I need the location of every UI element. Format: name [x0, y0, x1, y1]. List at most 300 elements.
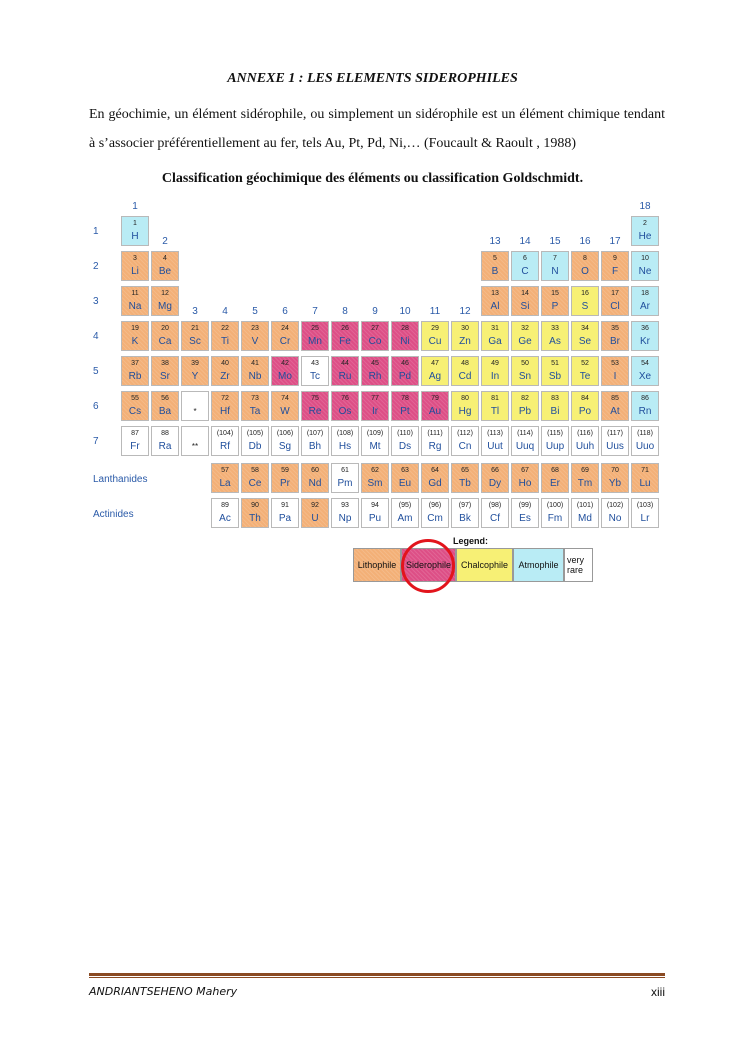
element-cell-ar	[631, 286, 659, 316]
element-cell-cm	[421, 498, 449, 528]
element-symbol: Db	[248, 441, 262, 452]
element-cell-o	[571, 251, 599, 281]
atomic-number: 56	[161, 395, 169, 402]
atomic-number: (112)	[457, 430, 473, 437]
atomic-number: 82	[521, 395, 529, 402]
atomic-number: 87	[131, 430, 139, 437]
element-cell-y	[181, 356, 209, 386]
element-cell-fr	[121, 426, 149, 456]
element-symbol: I	[613, 371, 617, 382]
atomic-number: 6	[523, 255, 527, 262]
element-symbol: Rf	[220, 441, 230, 452]
element-symbol: Cl	[610, 301, 620, 312]
element-cell-se	[571, 321, 599, 351]
element-cell-rn	[631, 391, 659, 421]
atomic-number: 62	[371, 467, 379, 474]
element-cell-pb	[511, 391, 539, 421]
legend-very-rare: very rare	[564, 548, 593, 582]
element-symbol: Te	[579, 371, 591, 382]
atomic-number: 54	[641, 360, 649, 367]
atomic-number: 93	[341, 502, 349, 509]
atomic-number: 75	[311, 395, 319, 402]
element-cell-he	[631, 216, 659, 246]
element-symbol: Am	[397, 513, 413, 524]
element-cell-cd	[451, 356, 479, 386]
element-cell-k	[121, 321, 149, 351]
element-cell-te	[571, 356, 599, 386]
group-label-18: 18	[639, 201, 651, 212]
group-label-17: 17	[609, 236, 621, 247]
element-cell-lanthanide-marker	[181, 391, 209, 421]
element-symbol: Gd	[428, 478, 442, 489]
atomic-number: 70	[611, 467, 619, 474]
element-symbol: Sg	[278, 441, 292, 452]
element-symbol: Sb	[548, 371, 562, 382]
footer-author: ANDRIANTSEHENO Mahery	[89, 985, 238, 998]
element-cell-pt	[391, 391, 419, 421]
element-symbol: Hg	[458, 406, 472, 417]
atomic-number: 3	[133, 255, 137, 262]
element-cell-kr	[631, 321, 659, 351]
element-symbol: Mg	[158, 301, 172, 312]
element-symbol: Se	[578, 336, 592, 347]
atomic-number: 71	[641, 467, 649, 474]
atomic-number: 14	[521, 290, 529, 297]
element-symbol: Cs	[128, 406, 142, 417]
element-cell-uuh	[571, 426, 599, 456]
element-symbol: Ni	[400, 336, 410, 347]
element-symbol: Pb	[518, 406, 532, 417]
element-cell-co	[361, 321, 389, 351]
element-cell-b	[481, 251, 509, 281]
element-cell-al	[481, 286, 509, 316]
atomic-number: 2	[643, 220, 647, 227]
element-cell-hg	[451, 391, 479, 421]
atomic-number: 44	[341, 360, 349, 367]
element-symbol: Tl	[490, 406, 500, 417]
atomic-number: 63	[401, 467, 409, 474]
element-cell-bi	[541, 391, 569, 421]
atomic-number: 53	[611, 360, 619, 367]
atomic-number: 68	[551, 467, 559, 474]
element-symbol: He	[638, 231, 652, 242]
atomic-number: 86	[641, 395, 649, 402]
atomic-number: 28	[401, 325, 409, 332]
element-cell-gd	[421, 463, 449, 493]
element-cell-lr	[631, 498, 659, 528]
element-cell-pd	[391, 356, 419, 386]
atomic-number: (103)	[636, 502, 654, 509]
element-cell-pa	[271, 498, 299, 528]
atomic-number: 13	[491, 290, 499, 297]
atomic-number: 51	[551, 360, 559, 367]
atomic-number: 47	[431, 360, 439, 367]
element-cell-mo	[271, 356, 299, 386]
atomic-number: (118)	[637, 430, 653, 437]
period-label-5: 5	[93, 366, 99, 377]
element-cell-mt	[361, 426, 389, 456]
element-cell-be	[151, 251, 179, 281]
atomic-number: 69	[581, 467, 589, 474]
element-symbol: Li	[131, 266, 139, 277]
atomic-number: (96)	[428, 502, 442, 509]
element-cell-ba	[151, 391, 179, 421]
legend-title: Legend:	[453, 536, 488, 546]
atomic-number: 35	[611, 325, 619, 332]
atomic-number: 36	[641, 325, 649, 332]
element-cell-as	[541, 321, 569, 351]
element-cell-si	[511, 286, 539, 316]
element-symbol: Nd	[308, 478, 322, 489]
element-symbol: Tm	[577, 478, 593, 489]
element-symbol: Lr	[640, 513, 650, 524]
element-symbol: Tb	[459, 478, 471, 489]
element-symbol: Uus	[606, 441, 624, 452]
element-symbol: Ta	[249, 406, 261, 417]
element-symbol: W	[280, 406, 290, 417]
element-symbol: Ar	[640, 301, 650, 312]
atomic-number: (108)	[336, 430, 354, 437]
element-cell-am	[391, 498, 419, 528]
atomic-number: (99)	[518, 502, 532, 509]
atomic-number: 46	[401, 360, 409, 367]
element-cell-ra	[151, 426, 179, 456]
element-symbol: Ga	[488, 336, 502, 347]
period-label-2: 2	[93, 261, 99, 272]
atomic-number: 79	[431, 395, 439, 402]
atomic-number: 48	[461, 360, 469, 367]
element-symbol: V	[251, 336, 259, 347]
element-symbol: No	[608, 513, 622, 524]
atomic-number: 29	[431, 325, 439, 332]
element-cell-po	[571, 391, 599, 421]
legend-lithophile: Lithophile	[353, 548, 401, 582]
atomic-number: 57	[221, 467, 229, 474]
group-label-15: 15	[549, 236, 561, 247]
group-label-6: 6	[282, 306, 288, 317]
atomic-number: 84	[581, 395, 589, 402]
element-cell-c	[511, 251, 539, 281]
element-cell-ne	[631, 251, 659, 281]
element-cell-h	[121, 216, 149, 246]
element-symbol: Uuo	[635, 441, 655, 452]
atomic-number: 72	[221, 395, 229, 402]
atomic-number: 43	[311, 360, 319, 367]
element-cell-tc	[301, 356, 329, 386]
element-symbol: Uuq	[515, 441, 535, 452]
element-cell-hs	[331, 426, 359, 456]
period-label-4: 4	[93, 331, 99, 342]
element-symbol: Cn	[458, 441, 472, 452]
element-cell-nb	[241, 356, 269, 386]
element-cell-uup	[541, 426, 569, 456]
element-cell-i	[601, 356, 629, 386]
group-label-16: 16	[579, 236, 591, 247]
element-symbol: Mn	[308, 336, 322, 347]
element-symbol: Fr	[130, 441, 140, 452]
element-cell-la	[211, 463, 239, 493]
element-cell-mg	[151, 286, 179, 316]
element-cell-eu	[391, 463, 419, 493]
element-symbol: Pu	[368, 513, 382, 524]
element-cell-rg	[421, 426, 449, 456]
legend-chalcophile: Chalcophile	[456, 548, 513, 582]
element-cell-br	[601, 321, 629, 351]
element-symbol: O	[581, 266, 589, 277]
atomic-number: (104)	[216, 430, 234, 437]
element-symbol: Np	[338, 513, 352, 524]
element-symbol: Ag	[428, 371, 442, 382]
atomic-number: (117)	[607, 430, 623, 437]
element-cell-sb	[541, 356, 569, 386]
element-symbol: Th	[249, 513, 261, 524]
atomic-number: 37	[131, 360, 139, 367]
atomic-number: 91	[281, 502, 289, 509]
element-cell-uuq	[511, 426, 539, 456]
element-cell-ti	[211, 321, 239, 351]
atomic-number: 67	[521, 467, 529, 474]
atomic-number: (109)	[366, 430, 384, 437]
element-symbol: Er	[550, 478, 560, 489]
atomic-number: (110)	[397, 430, 413, 437]
element-symbol: Lu	[639, 478, 651, 489]
footer-rule	[89, 973, 665, 976]
element-cell-th	[241, 498, 269, 528]
element-symbol: Sc	[189, 336, 201, 347]
element-cell-ho	[511, 463, 539, 493]
element-cell-cr	[271, 321, 299, 351]
element-symbol: Br	[610, 336, 620, 347]
atomic-number: 16	[581, 290, 589, 297]
group-label-9: 9	[372, 306, 378, 317]
element-symbol: Bh	[308, 441, 322, 452]
element-symbol: *	[193, 407, 197, 416]
atomic-number: (115)	[547, 430, 563, 437]
atomic-number: 61	[341, 467, 349, 474]
atomic-number: 24	[281, 325, 289, 332]
atomic-number: 15	[551, 290, 559, 297]
page-number: xiii	[651, 985, 665, 999]
element-symbol: Yb	[608, 478, 622, 489]
element-cell-es	[511, 498, 539, 528]
element-cell-tl	[481, 391, 509, 421]
group-label-14: 14	[519, 236, 531, 247]
element-symbol: Al	[490, 301, 500, 312]
element-cell-mn	[301, 321, 329, 351]
atomic-number: 11	[131, 290, 139, 297]
element-cell-uus	[601, 426, 629, 456]
element-symbol: Ds	[398, 441, 412, 452]
element-symbol: B	[491, 266, 499, 277]
element-cell-cl	[601, 286, 629, 316]
element-cell-ce	[241, 463, 269, 493]
element-symbol: Ru	[338, 371, 352, 382]
element-cell-np	[331, 498, 359, 528]
element-symbol: Hf	[220, 406, 230, 417]
atomic-number: 39	[191, 360, 199, 367]
atomic-number: 55	[131, 395, 139, 402]
atomic-number: 83	[551, 395, 559, 402]
element-cell-ge	[511, 321, 539, 351]
element-symbol: Cd	[458, 371, 472, 382]
atomic-number: 38	[161, 360, 169, 367]
element-cell-yb	[601, 463, 629, 493]
element-symbol: Ne	[638, 266, 652, 277]
atomic-number: 27	[371, 325, 379, 332]
series-label-actinides: Actinides	[93, 509, 134, 520]
atomic-number: 18	[641, 290, 649, 297]
atomic-number: 4	[163, 255, 167, 262]
element-cell-bh	[301, 426, 329, 456]
element-symbol: Y	[191, 371, 199, 382]
element-symbol: Eu	[398, 478, 412, 489]
element-symbol: Os	[338, 406, 352, 417]
atomic-number: 65	[461, 467, 469, 474]
atomic-number: 59	[281, 467, 289, 474]
group-label-4: 4	[222, 306, 228, 317]
atomic-number: 78	[401, 395, 409, 402]
element-cell-no	[601, 498, 629, 528]
group-label-3: 3	[192, 306, 198, 317]
element-symbol: Sr	[160, 371, 170, 382]
atomic-number: 7	[553, 255, 557, 262]
element-symbol: Cr	[279, 336, 291, 347]
atomic-number: 25	[311, 325, 319, 332]
element-symbol: Po	[578, 406, 592, 417]
element-cell-na	[121, 286, 149, 316]
element-symbol: Bk	[459, 513, 471, 524]
element-cell-fm	[541, 498, 569, 528]
group-label-8: 8	[342, 306, 348, 317]
element-symbol: Ac	[219, 513, 231, 524]
element-symbol: Zr	[220, 371, 230, 382]
atomic-number: (100)	[546, 502, 564, 509]
element-symbol: Dy	[488, 478, 502, 489]
group-label-13: 13	[489, 236, 501, 247]
element-cell-ac	[211, 498, 239, 528]
element-cell-pu	[361, 498, 389, 528]
element-symbol: F	[611, 266, 619, 277]
element-symbol: Re	[308, 406, 322, 417]
atomic-number: 50	[521, 360, 529, 367]
atomic-number: 22	[221, 325, 229, 332]
element-symbol: H	[131, 231, 139, 242]
element-symbol: In	[490, 371, 500, 382]
element-symbol: Ca	[158, 336, 172, 347]
element-cell-rh	[361, 356, 389, 386]
element-symbol: Hs	[338, 441, 352, 452]
atomic-number: 23	[251, 325, 259, 332]
element-cell-bk	[451, 498, 479, 528]
element-symbol: Ce	[248, 478, 262, 489]
element-symbol: Co	[368, 336, 382, 347]
element-cell-lu	[631, 463, 659, 493]
element-cell-sm	[361, 463, 389, 493]
legend-atmophile: Atmophile	[513, 548, 564, 582]
element-cell-cn	[451, 426, 479, 456]
atomic-number: (102)	[606, 502, 624, 509]
atomic-number: 76	[341, 395, 349, 402]
element-cell-tb	[451, 463, 479, 493]
atomic-number: (116)	[577, 430, 593, 437]
footer-rule-thin	[89, 977, 665, 978]
element-cell-u	[301, 498, 329, 528]
element-symbol: Mt	[369, 441, 381, 452]
element-symbol: P	[551, 301, 559, 312]
element-symbol: Sm	[367, 478, 383, 489]
element-cell-ga	[481, 321, 509, 351]
atomic-number: (101)	[576, 502, 594, 509]
atomic-number: 9	[613, 255, 617, 262]
period-label-6: 6	[93, 401, 99, 412]
atomic-number: 21	[191, 325, 199, 332]
atomic-number: 92	[311, 502, 319, 509]
element-cell-f	[601, 251, 629, 281]
element-cell-fe	[331, 321, 359, 351]
element-symbol: Uut	[487, 441, 503, 452]
element-symbol: Cm	[427, 513, 443, 524]
atomic-number: 42	[281, 360, 289, 367]
atomic-number: (113)	[487, 430, 503, 437]
element-cell-ag	[421, 356, 449, 386]
element-cell-p	[541, 286, 569, 316]
element-symbol: Fm	[547, 513, 563, 524]
element-cell-zn	[451, 321, 479, 351]
element-cell-xe	[631, 356, 659, 386]
element-cell-w	[271, 391, 299, 421]
atomic-number: 17	[611, 290, 619, 297]
element-symbol: Pd	[398, 371, 412, 382]
element-cell-os	[331, 391, 359, 421]
atomic-number: 66	[491, 467, 499, 474]
group-label-1: 1	[132, 201, 138, 212]
period-label-1: 1	[93, 226, 99, 237]
element-symbol: C	[521, 266, 529, 277]
element-symbol: Es	[519, 513, 531, 524]
element-cell-rb	[121, 356, 149, 386]
element-cell-rf	[211, 426, 239, 456]
element-symbol: Rh	[368, 371, 382, 382]
atomic-number: 31	[491, 325, 499, 332]
element-symbol: Pa	[278, 513, 292, 524]
element-symbol: Rn	[638, 406, 652, 417]
atomic-number: 52	[581, 360, 589, 367]
element-cell-dy	[481, 463, 509, 493]
period-label-3: 3	[93, 296, 99, 307]
annex-title: ANNEXE 1 : LES ELEMENTS SIDEROPHILES	[227, 71, 518, 86]
atomic-number: 1	[133, 220, 137, 227]
atomic-number: 45	[371, 360, 379, 367]
atomic-number: 34	[581, 325, 589, 332]
atomic-number: (97)	[458, 502, 472, 509]
element-cell-hf	[211, 391, 239, 421]
element-cell-au	[421, 391, 449, 421]
element-symbol: Ge	[518, 336, 532, 347]
element-symbol: Cu	[428, 336, 442, 347]
element-symbol: S	[581, 301, 589, 312]
element-cell-nd	[301, 463, 329, 493]
element-symbol: Rb	[128, 371, 142, 382]
element-symbol: N	[551, 266, 559, 277]
element-symbol: Ir	[371, 406, 379, 417]
element-symbol: U	[311, 513, 319, 524]
element-cell-ir	[361, 391, 389, 421]
atomic-number: 77	[371, 395, 379, 402]
element-cell-db	[241, 426, 269, 456]
element-cell-ca	[151, 321, 179, 351]
series-label-lanthanides: Lanthanides	[93, 474, 148, 485]
element-symbol: Ti	[221, 336, 229, 347]
